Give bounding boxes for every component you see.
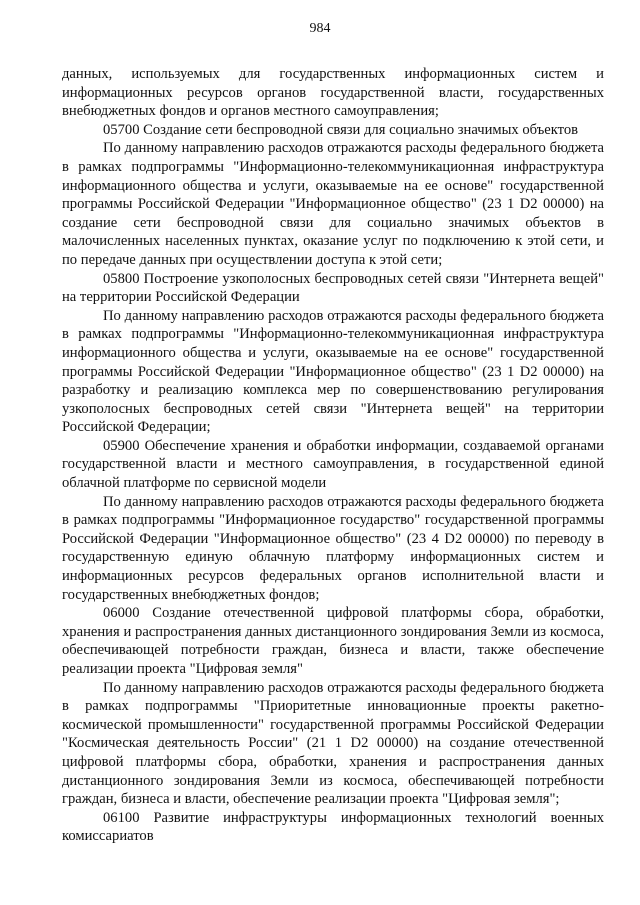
paragraph-continuation: данных, используемых для государственных информационных систем и информационных ресурсов органов государственной власти, государственных внебюджетных фондов и органов местного самоуправления; <box>62 66 604 120</box>
heading-05800: 05800 Построение узкополосных беспроводных сетей связи "Интернета вещей" на территории Российской Федерации <box>62 270 604 306</box>
paragraph-05900-description: По данному направлению расходов отражаются расходы федерального бюджета в рамках подпрограммы "Информационное государство" государственной программы Российской Федерации "Информационное общество" (23 4 D2 00000) по переводу в государственную единую облачную платформу информационных систем и информационных ресурсов федеральных органов исполнительной власти и государственных внебюджетных фондов; <box>62 493 604 603</box>
heading-06000: 06000 Создание отечественной цифровой платформы сбора, обработки, хранения и распространения данных дистанционного зондирования Земли из космоса, обеспечивающей потребности граждан, бизнеса и власти, также обеспечение реализации проекта "Цифровая земля" <box>62 605 604 677</box>
page-number: 984 <box>309 21 331 36</box>
paragraph-06000-description: По данному направлению расходов отражаются расходы федерального бюджета в рамках подпрограммы "Приоритетные инновационные проекты ракетно-космической промышленности" государственной программы Российской Федерации "Космическая деятельность России" (21 1 D2 00000) на создание отечественной цифровой платформы сбора, обработки, хранения и распространения данных дистанционного зондирования Земли из космоса, обеспечивающей потребности граждан, бизнеса и власти, обеспечение реализации проекта "Цифровая земля"; <box>62 679 604 808</box>
heading-06100: 06100 Развитие инфраструктуры информационных технологий военных комиссариатов <box>62 809 604 845</box>
document-body <box>62 65 604 846</box>
heading-05700: 05700 Создание сети беспроводной связи для социально значимых объектов <box>103 121 579 138</box>
heading-05900: 05900 Обеспечение хранения и обработки информации, создаваемой органами государственной власти и местного самоуправления, в государственной единой облачной платформе по сервисной модели <box>62 437 604 492</box>
paragraph-05700-description: По данному направлению расходов отражаются расходы федерального бюджета в рамках подпрограммы "Информационно-телекоммуникационная инфраструктура информационного общества и услуги, оказываемые на ее основе" государственной программы Российской Федерации "Информационное общество" (23 1 D2 00000) на создание сети беспроводной связи для социально значимых объектов в малочисленных населенных пунктах, оказание услуг по подключению к этой сети, и по передаче данных при осуществлении доступа к этой сети; <box>62 140 604 268</box>
paragraph-05800-description: По данному направлению расходов отражаются расходы федерального бюджета в рамках подпрограммы "Информационно-телекоммуникационная инфраструктура информационного общества и услуги, оказываемые на ее основе" государственной программы Российской Федерации "Информационное общество" (23 1 D2 00000) на разработку и реализацию комплекса мер по совершенствованию регулирования узкополосных беспроводных сетей связи "Интернета вещей" на территории Российской Федерации; <box>62 307 604 436</box>
